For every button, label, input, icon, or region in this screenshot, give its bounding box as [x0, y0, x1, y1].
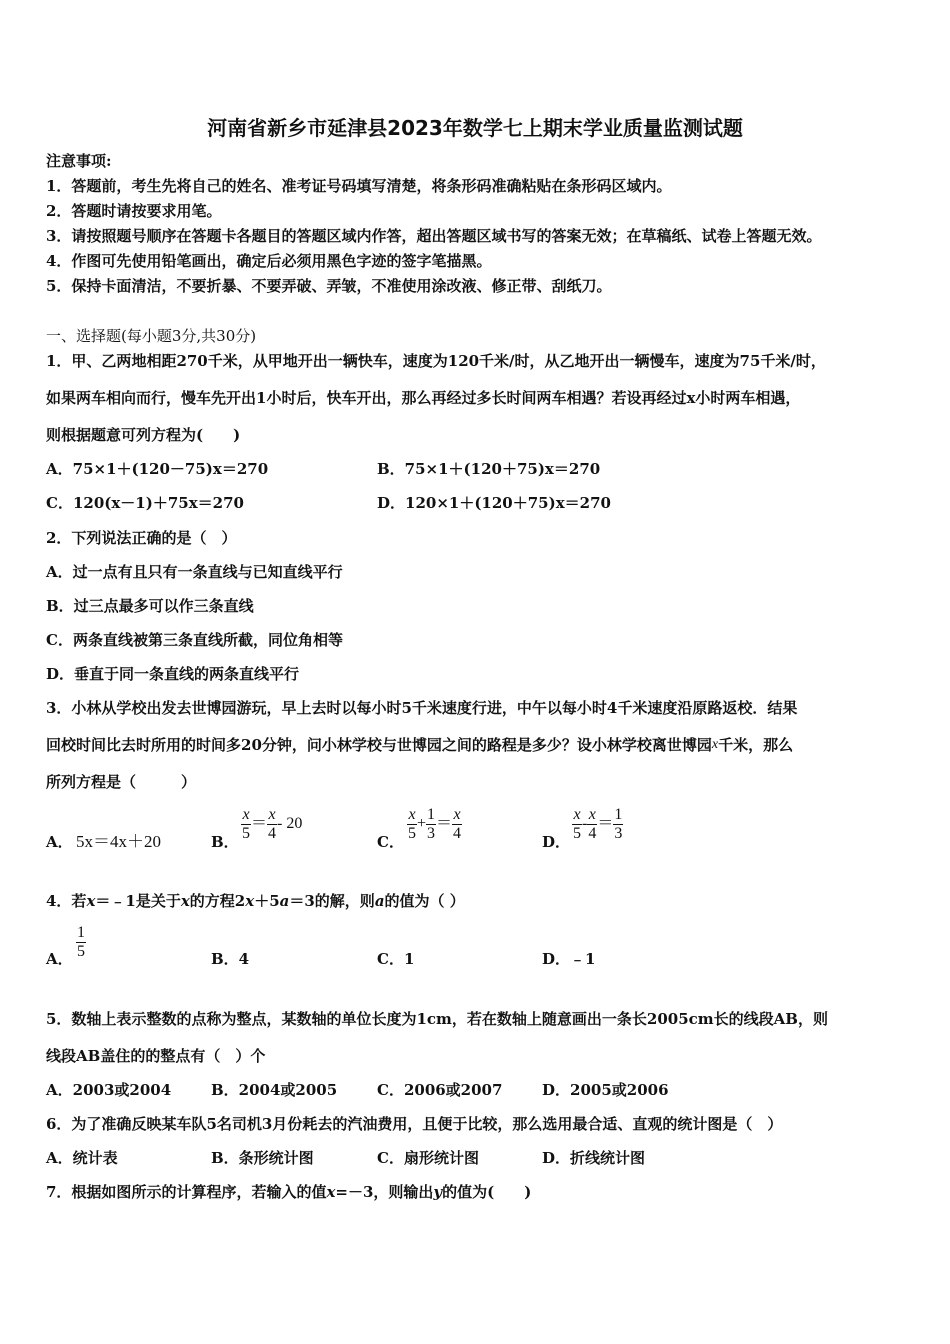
- q2-option-c[interactable]: C．两条直线被第三条直线所截，同位角相等: [46, 631, 343, 649]
- q3-option-d-label[interactable]: D．: [542, 833, 571, 851]
- notice-item-3: 3．请按照题号顺序在答题卡各题目的答题区域内作答，超出答题区域书写的答案无效；在草稿纸、试卷上答题无效。: [46, 227, 822, 245]
- q5-line-2: 线段AB盖住的的整点有（ ）个: [46, 1047, 266, 1065]
- q5-line-1: 5．数轴上表示整数的点称为整点，某数轴的单位长度为1cm，若在数轴上随意画出一条长2005cm长的线段AB，则: [46, 1010, 828, 1028]
- q4-stem: 4．若x＝﹣1是关于x的方程2x＋5a＝3的解，则a的值为（ ）: [46, 892, 465, 910]
- q2-stem: 2．下列说法正确的是（ ）: [46, 529, 237, 547]
- q3-option-d-expr: $\frac{x}{5}$ - $\frac{x}{4}$ ＝ $\frac{1}{3}$: [573, 806, 623, 842]
- q6-stem: 6．为了准确反映某车队5名司机3月份耗去的汽油费用，且便于比较，那么选用最合适、直观的统计图是（ ）: [46, 1115, 783, 1133]
- q1-option-d[interactable]: D．120×1＋(120＋75)x＝270: [377, 494, 611, 512]
- notice-item-2: 2．答题时请按要求用笔。: [46, 202, 222, 220]
- q3-line-1: 3．小林从学校出发去世博园游玩，早上去时以每小时5千米速度行进，中午以每小时4千米速度沿原路返校．结果: [46, 699, 798, 717]
- q4-option-b[interactable]: B．4: [211, 950, 250, 968]
- q4-option-a-expr: $\frac{1}{5}$: [77, 924, 85, 960]
- q2-option-d[interactable]: D．垂直于同一条直线的两条直线平行: [46, 665, 300, 683]
- notice-item-1: 1．答题前，考生先将自己的姓名、准考证号码填写清楚，将条形码准确粘贴在条形码区域内。: [46, 177, 672, 195]
- q1-line-1: 1．甲、乙两地相距270千米，从甲地开出一辆快车，速度为120千米/时，从乙地开出一辆慢车，速度为75千米/时，: [46, 352, 826, 370]
- q5-option-a[interactable]: A．2003或2004: [46, 1081, 172, 1099]
- q3-option-b-label[interactable]: B．: [211, 833, 239, 851]
- q3-option-c-label[interactable]: C．: [377, 833, 404, 851]
- q6-option-d[interactable]: D．折线统计图: [542, 1149, 646, 1167]
- q3-option-a-label[interactable]: A．: [46, 833, 73, 851]
- q3-var-x: x: [711, 737, 719, 752]
- q4-option-a-label[interactable]: A．: [46, 950, 73, 968]
- section-heading: 一、选择题(每小题3分,共30分): [46, 327, 257, 345]
- notice-item-5: 5．保持卡面清洁，不要折暴、不要弄破、弄皱，不准使用涂改液、修正带、刮纸刀。: [46, 277, 612, 295]
- q3-line-2b: 千米，那么: [718, 736, 794, 754]
- q3-option-a-expr: 5x＝4x＋20: [76, 832, 161, 851]
- q5-option-c[interactable]: C．2006或2007: [377, 1081, 503, 1099]
- q1-line-2: 如果两车相向而行，慢车先开出1小时后，快车开出，那么再经过多长时间两车相遇？若设再经过x小时两车相遇，: [46, 389, 801, 407]
- q1-option-c[interactable]: C．120(x－1)＋75x＝270: [46, 494, 244, 512]
- q3-line-2: [46, 734, 793, 756]
- q1-option-a[interactable]: A．75×1＋(120－75)x＝270: [46, 460, 269, 478]
- q4-option-c[interactable]: C．1: [377, 950, 415, 968]
- q6-option-a[interactable]: A．统计表: [46, 1149, 118, 1167]
- q3-line-2a: 回校时间比去时所用的时间多20分钟，问小林学校与世博园之间的路程是多少？设小林学校离世博园: [46, 736, 712, 754]
- q2-option-b[interactable]: B．过三点最多可以作三条直线: [46, 597, 254, 615]
- q7-stem: 7．根据如图所示的计算程序，若输入的值x=－3，则输出y的值为( ): [46, 1183, 532, 1201]
- q1-line-3: 则根据题意可列方程为( ): [46, 426, 241, 444]
- q4-option-d[interactable]: D．﹣1: [542, 950, 596, 968]
- page-title: 河南省新乡市延津县2023年数学七上期末学业质量监测试题: [207, 116, 743, 140]
- notice-heading: 注意事项:: [46, 152, 112, 170]
- q6-option-b[interactable]: B．条形统计图: [211, 1149, 314, 1167]
- q5-option-d[interactable]: D．2005或2006: [542, 1081, 669, 1099]
- q3-line-3: 所列方程是（ ）: [46, 773, 197, 791]
- q2-option-a[interactable]: A．过一点有且只有一条直线与已知直线平行: [46, 563, 343, 581]
- q5-option-b[interactable]: B．2004或2005: [211, 1081, 338, 1099]
- q1-option-b[interactable]: B．75×1＋(120＋75)x＝270: [377, 460, 601, 478]
- q3-option-b-expr: $\frac{x}{5}$ ＝ $\frac{x}{4}$ - 20: [242, 806, 303, 842]
- q3-option-c-expr: $\frac{x}{5}$ + $\frac{1}{3}$ ＝ $\frac{x}{4}$: [408, 806, 462, 842]
- q6-option-c[interactable]: C．扇形统计图: [377, 1149, 479, 1167]
- notice-item-4: 4．作图可先使用铅笔画出，确定后必须用黑色字迹的签字笔描黑。: [46, 252, 492, 270]
